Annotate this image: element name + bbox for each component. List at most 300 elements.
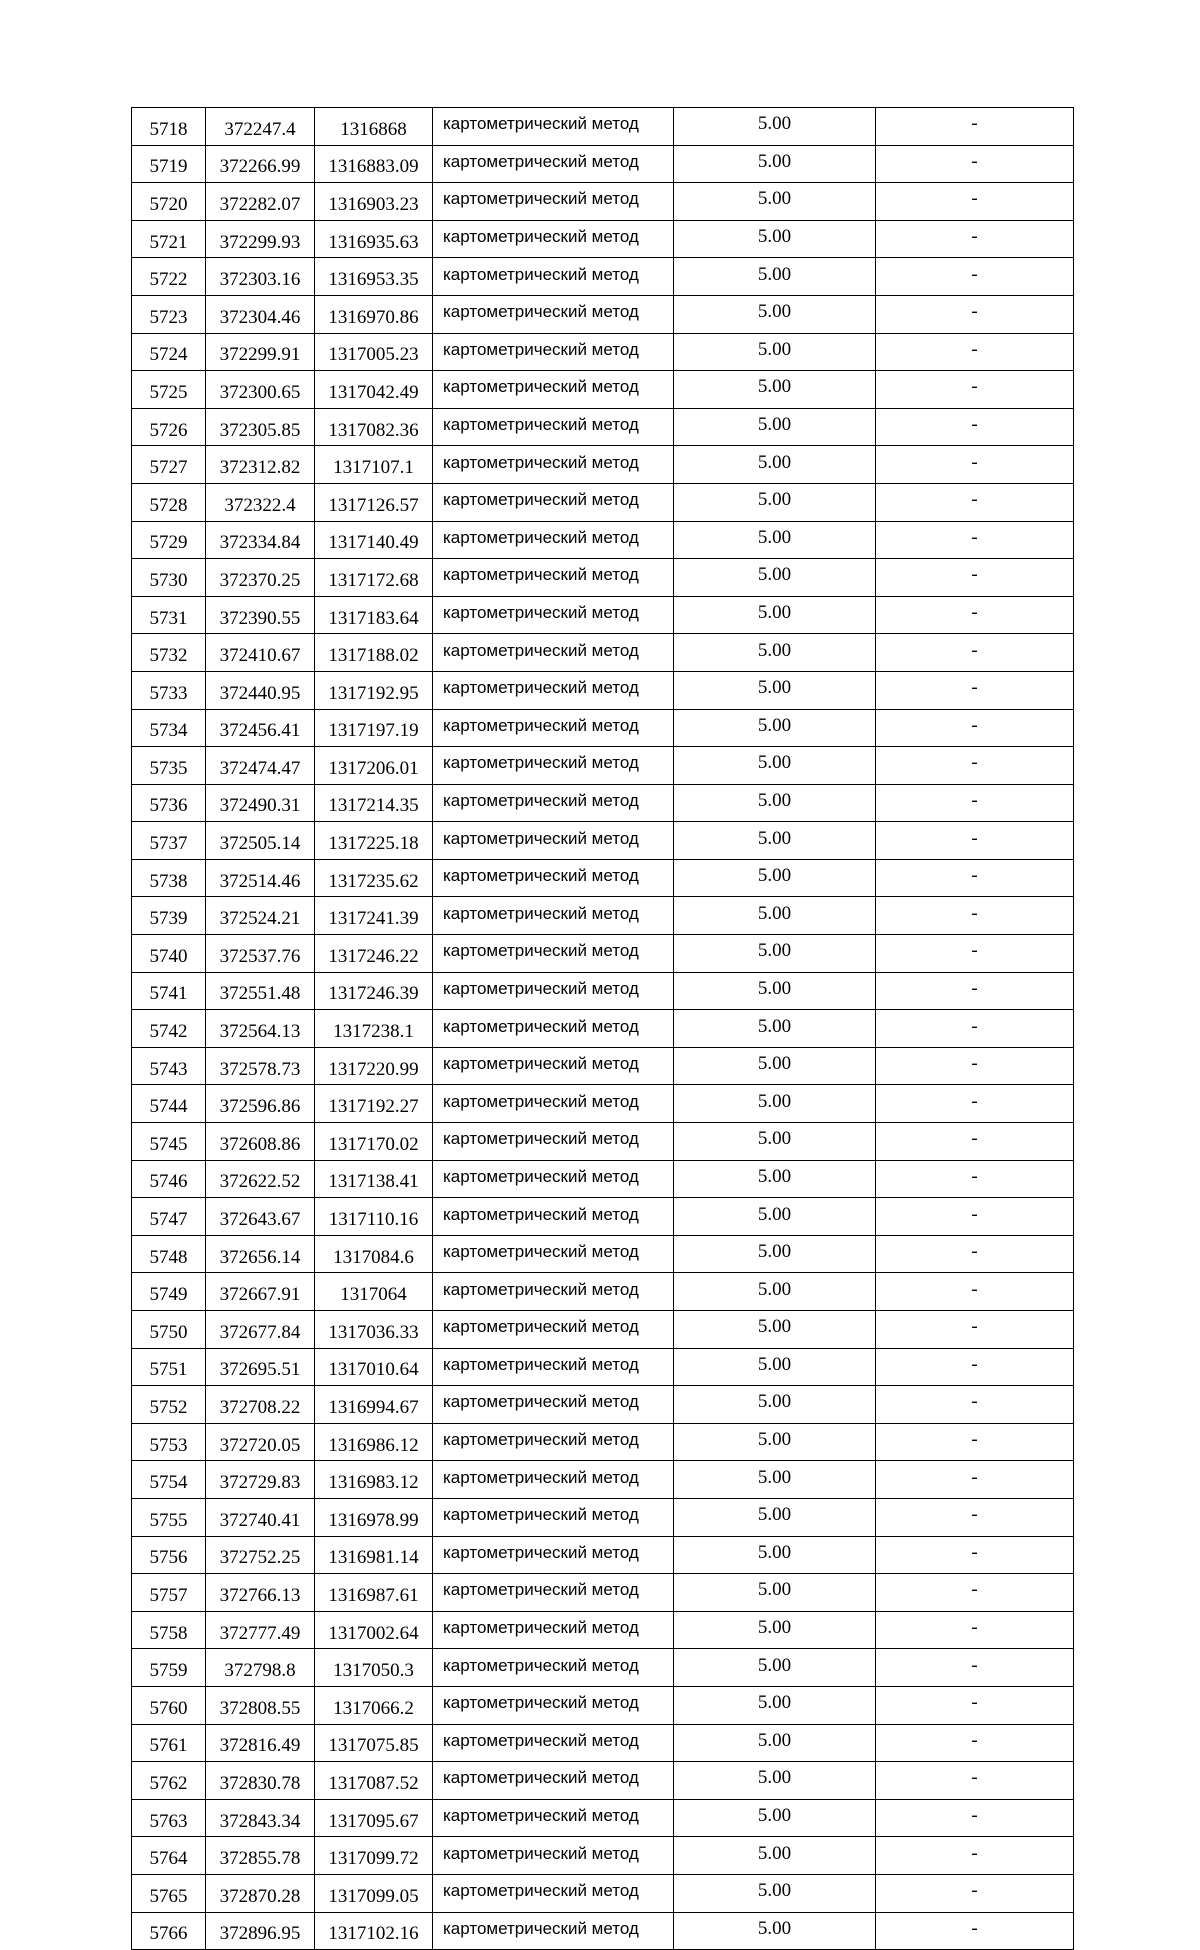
x-coordinate-cell: 372608.86 <box>206 1123 315 1161</box>
note-cell: - <box>876 559 1074 597</box>
y-coordinate-cell: 1317188.02 <box>315 634 433 672</box>
y-coordinate-cell: 1317010.64 <box>315 1348 433 1386</box>
method-cell: картометрический метод <box>433 897 674 935</box>
point-number-cell: 5762 <box>132 1762 206 1800</box>
table-row <box>132 371 1074 409</box>
point-number-cell: 5742 <box>132 1010 206 1048</box>
x-coordinate-cell: 372514.46 <box>206 859 315 897</box>
note-cell: - <box>876 1799 1074 1837</box>
table-row <box>132 1762 1074 1800</box>
y-coordinate-cell: 1317138.41 <box>315 1160 433 1198</box>
y-coordinate-cell: 1317192.27 <box>315 1085 433 1123</box>
table-row <box>132 108 1074 146</box>
y-coordinate-cell: 1317087.52 <box>315 1762 433 1800</box>
x-coordinate-cell: 372695.51 <box>206 1348 315 1386</box>
accuracy-cell: 5.00 <box>674 1498 876 1536</box>
x-coordinate-cell: 372622.52 <box>206 1160 315 1198</box>
method-cell: картометрический метод <box>433 935 674 973</box>
accuracy-cell: 5.00 <box>674 784 876 822</box>
point-number-cell: 5743 <box>132 1047 206 1085</box>
point-number-cell: 5731 <box>132 596 206 634</box>
point-number-cell: 5745 <box>132 1123 206 1161</box>
note-cell: - <box>876 183 1074 221</box>
point-number-cell: 5719 <box>132 145 206 183</box>
y-coordinate-cell: 1317197.19 <box>315 709 433 747</box>
y-coordinate-cell: 1317099.05 <box>315 1874 433 1912</box>
y-coordinate-cell: 1317075.85 <box>315 1724 433 1762</box>
table-row <box>132 258 1074 296</box>
accuracy-cell: 5.00 <box>674 1536 876 1574</box>
table-row <box>132 1010 1074 1048</box>
y-coordinate-cell: 1317183.64 <box>315 596 433 634</box>
point-number-cell: 5750 <box>132 1311 206 1349</box>
accuracy-cell: 5.00 <box>674 1574 876 1612</box>
method-cell: картометрический метод <box>433 1085 674 1123</box>
x-coordinate-cell: 372816.49 <box>206 1724 315 1762</box>
y-coordinate-cell: 1317214.35 <box>315 784 433 822</box>
method-cell: картометрический метод <box>433 559 674 597</box>
table-row <box>132 1386 1074 1424</box>
method-cell: картометрический метод <box>433 972 674 1010</box>
accuracy-cell: 5.00 <box>674 1010 876 1048</box>
point-number-cell: 5738 <box>132 859 206 897</box>
note-cell: - <box>876 1498 1074 1536</box>
accuracy-cell: 5.00 <box>674 897 876 935</box>
y-coordinate-cell: 1317084.6 <box>315 1235 433 1273</box>
point-number-cell: 5722 <box>132 258 206 296</box>
accuracy-cell: 5.00 <box>674 1085 876 1123</box>
note-cell: - <box>876 483 1074 521</box>
x-coordinate-cell: 372667.91 <box>206 1273 315 1311</box>
accuracy-cell: 5.00 <box>674 972 876 1010</box>
method-cell: картометрический метод <box>433 822 674 860</box>
table-row <box>132 709 1074 747</box>
method-cell: картометрический метод <box>433 1536 674 1574</box>
x-coordinate-cell: 372830.78 <box>206 1762 315 1800</box>
method-cell: картометрический метод <box>433 333 674 371</box>
point-number-cell: 5740 <box>132 935 206 973</box>
note-cell: - <box>876 822 1074 860</box>
accuracy-cell: 5.00 <box>674 1649 876 1687</box>
method-cell: картометрический метод <box>433 1235 674 1273</box>
x-coordinate-cell: 372766.13 <box>206 1574 315 1612</box>
x-coordinate-cell: 372720.05 <box>206 1423 315 1461</box>
table-row <box>132 1235 1074 1273</box>
note-cell: - <box>876 1311 1074 1349</box>
table-row <box>132 521 1074 559</box>
note-cell: - <box>876 1649 1074 1687</box>
note-cell: - <box>876 1010 1074 1048</box>
method-cell: картометрический метод <box>433 1724 674 1762</box>
y-coordinate-cell: 1317099.72 <box>315 1837 433 1875</box>
table-row <box>132 183 1074 221</box>
accuracy-cell: 5.00 <box>674 1762 876 1800</box>
point-number-cell: 5758 <box>132 1611 206 1649</box>
x-coordinate-cell: 372410.67 <box>206 634 315 672</box>
x-coordinate-cell: 372299.93 <box>206 220 315 258</box>
x-coordinate-cell: 372870.28 <box>206 1874 315 1912</box>
table-row <box>132 1536 1074 1574</box>
y-coordinate-cell: 1316987.61 <box>315 1574 433 1612</box>
accuracy-cell: 5.00 <box>674 1724 876 1762</box>
accuracy-cell: 5.00 <box>674 446 876 484</box>
note-cell: - <box>876 747 1074 785</box>
note-cell: - <box>876 1574 1074 1612</box>
point-number-cell: 5754 <box>132 1461 206 1499</box>
point-number-cell: 5733 <box>132 671 206 709</box>
y-coordinate-cell: 1317241.39 <box>315 897 433 935</box>
x-coordinate-cell: 372456.41 <box>206 709 315 747</box>
y-coordinate-cell: 1317050.3 <box>315 1649 433 1687</box>
note-cell: - <box>876 1047 1074 1085</box>
accuracy-cell: 5.00 <box>674 822 876 860</box>
method-cell: картометрический метод <box>433 446 674 484</box>
point-number-cell: 5751 <box>132 1348 206 1386</box>
table-row <box>132 1461 1074 1499</box>
method-cell: картометрический метод <box>433 1273 674 1311</box>
note-cell: - <box>876 145 1074 183</box>
x-coordinate-cell: 372537.76 <box>206 935 315 973</box>
x-coordinate-cell: 372551.48 <box>206 972 315 1010</box>
accuracy-cell: 5.00 <box>674 1311 876 1349</box>
point-number-cell: 5766 <box>132 1912 206 1950</box>
table-row <box>132 935 1074 973</box>
method-cell: картометрический метод <box>433 596 674 634</box>
x-coordinate-cell: 372390.55 <box>206 596 315 634</box>
y-coordinate-cell: 1317206.01 <box>315 747 433 785</box>
method-cell: картометрический метод <box>433 1047 674 1085</box>
method-cell: картометрический метод <box>433 859 674 897</box>
y-coordinate-cell: 1317192.95 <box>315 671 433 709</box>
accuracy-cell: 5.00 <box>674 747 876 785</box>
method-cell: картометрический метод <box>433 1386 674 1424</box>
method-cell: картометрический метод <box>433 295 674 333</box>
y-coordinate-cell: 1317002.64 <box>315 1611 433 1649</box>
y-coordinate-cell: 1317110.16 <box>315 1198 433 1236</box>
note-cell: - <box>876 1536 1074 1574</box>
y-coordinate-cell: 1317082.36 <box>315 408 433 446</box>
note-cell: - <box>876 258 1074 296</box>
x-coordinate-cell: 372596.86 <box>206 1085 315 1123</box>
x-coordinate-cell: 372777.49 <box>206 1611 315 1649</box>
accuracy-cell: 5.00 <box>674 1123 876 1161</box>
table-row <box>132 1912 1074 1950</box>
accuracy-cell: 5.00 <box>674 634 876 672</box>
table-row <box>132 1273 1074 1311</box>
point-number-cell: 5723 <box>132 295 206 333</box>
table-row <box>132 1686 1074 1724</box>
note-cell: - <box>876 1160 1074 1198</box>
table-row <box>132 1423 1074 1461</box>
method-cell: картометрический метод <box>433 1461 674 1499</box>
x-coordinate-cell: 372798.8 <box>206 1649 315 1687</box>
table-row <box>132 559 1074 597</box>
method-cell: картометрический метод <box>433 108 674 146</box>
point-number-cell: 5749 <box>132 1273 206 1311</box>
table-row <box>132 596 1074 634</box>
point-number-cell: 5724 <box>132 333 206 371</box>
accuracy-cell: 5.00 <box>674 1235 876 1273</box>
table-row <box>132 1799 1074 1837</box>
table-row <box>132 1724 1074 1762</box>
accuracy-cell: 5.00 <box>674 935 876 973</box>
y-coordinate-cell: 1317036.33 <box>315 1311 433 1349</box>
y-coordinate-cell: 1317126.57 <box>315 483 433 521</box>
note-cell: - <box>876 1198 1074 1236</box>
note-cell: - <box>876 1348 1074 1386</box>
method-cell: картометрический метод <box>433 1498 674 1536</box>
note-cell: - <box>876 220 1074 258</box>
accuracy-cell: 5.00 <box>674 183 876 221</box>
note-cell: - <box>876 1461 1074 1499</box>
table-row <box>132 897 1074 935</box>
y-coordinate-cell: 1317246.39 <box>315 972 433 1010</box>
note-cell: - <box>876 1724 1074 1762</box>
table-row <box>132 822 1074 860</box>
x-coordinate-cell: 372370.25 <box>206 559 315 597</box>
table-row <box>132 1123 1074 1161</box>
accuracy-cell: 5.00 <box>674 559 876 597</box>
y-coordinate-cell: 1317107.1 <box>315 446 433 484</box>
method-cell: картометрический метод <box>433 1574 674 1612</box>
note-cell: - <box>876 784 1074 822</box>
table-row <box>132 1874 1074 1912</box>
point-number-cell: 5764 <box>132 1837 206 1875</box>
y-coordinate-cell: 1316994.67 <box>315 1386 433 1424</box>
method-cell: картометрический метод <box>433 521 674 559</box>
accuracy-cell: 5.00 <box>674 1837 876 1875</box>
method-cell: картометрический метод <box>433 145 674 183</box>
y-coordinate-cell: 1317170.02 <box>315 1123 433 1161</box>
method-cell: картометрический метод <box>433 371 674 409</box>
coordinates-table-body <box>132 108 1074 1950</box>
method-cell: картометрический метод <box>433 784 674 822</box>
y-coordinate-cell: 1317066.2 <box>315 1686 433 1724</box>
accuracy-cell: 5.00 <box>674 1874 876 1912</box>
method-cell: картометрический метод <box>433 1348 674 1386</box>
accuracy-cell: 5.00 <box>674 295 876 333</box>
accuracy-cell: 5.00 <box>674 671 876 709</box>
y-coordinate-cell: 1317102.16 <box>315 1912 433 1950</box>
note-cell: - <box>876 1762 1074 1800</box>
note-cell: - <box>876 1235 1074 1273</box>
point-number-cell: 5718 <box>132 108 206 146</box>
coordinates-table <box>131 107 1074 1950</box>
note-cell: - <box>876 295 1074 333</box>
x-coordinate-cell: 372505.14 <box>206 822 315 860</box>
note-cell: - <box>876 1123 1074 1161</box>
note-cell: - <box>876 1837 1074 1875</box>
accuracy-cell: 5.00 <box>674 1461 876 1499</box>
x-coordinate-cell: 372740.41 <box>206 1498 315 1536</box>
point-number-cell: 5732 <box>132 634 206 672</box>
point-number-cell: 5744 <box>132 1085 206 1123</box>
point-number-cell: 5755 <box>132 1498 206 1536</box>
note-cell: - <box>876 333 1074 371</box>
x-coordinate-cell: 372677.84 <box>206 1311 315 1349</box>
method-cell: картометрический метод <box>433 220 674 258</box>
note-cell: - <box>876 859 1074 897</box>
accuracy-cell: 5.00 <box>674 521 876 559</box>
note-cell: - <box>876 596 1074 634</box>
point-number-cell: 5763 <box>132 1799 206 1837</box>
accuracy-cell: 5.00 <box>674 596 876 634</box>
x-coordinate-cell: 372304.46 <box>206 295 315 333</box>
y-coordinate-cell: 1317064 <box>315 1273 433 1311</box>
table-row <box>132 295 1074 333</box>
method-cell: картометрический метод <box>433 1649 674 1687</box>
x-coordinate-cell: 372322.4 <box>206 483 315 521</box>
note-cell: - <box>876 108 1074 146</box>
table-row <box>132 408 1074 446</box>
y-coordinate-cell: 1317042.49 <box>315 371 433 409</box>
note-cell: - <box>876 1386 1074 1424</box>
table-row <box>132 483 1074 521</box>
x-coordinate-cell: 372282.07 <box>206 183 315 221</box>
method-cell: картометрический метод <box>433 1160 674 1198</box>
note-cell: - <box>876 1686 1074 1724</box>
note-cell: - <box>876 1085 1074 1123</box>
point-number-cell: 5747 <box>132 1198 206 1236</box>
table-row <box>132 747 1074 785</box>
point-number-cell: 5759 <box>132 1649 206 1687</box>
method-cell: картометрический метод <box>433 1611 674 1649</box>
accuracy-cell: 5.00 <box>674 1348 876 1386</box>
method-cell: картометрический метод <box>433 671 674 709</box>
method-cell: картометрический метод <box>433 1198 674 1236</box>
table-row <box>132 1649 1074 1687</box>
x-coordinate-cell: 372299.91 <box>206 333 315 371</box>
table-row <box>132 972 1074 1010</box>
y-coordinate-cell: 1317005.23 <box>315 333 433 371</box>
y-coordinate-cell: 1316935.63 <box>315 220 433 258</box>
method-cell: картометрический метод <box>433 1912 674 1950</box>
x-coordinate-cell: 372440.95 <box>206 671 315 709</box>
y-coordinate-cell: 1316903.23 <box>315 183 433 221</box>
y-coordinate-cell: 1316868 <box>315 108 433 146</box>
note-cell: - <box>876 1912 1074 1950</box>
x-coordinate-cell: 372334.84 <box>206 521 315 559</box>
table-row <box>132 145 1074 183</box>
y-coordinate-cell: 1316981.14 <box>315 1536 433 1574</box>
method-cell: картометрический метод <box>433 183 674 221</box>
note-cell: - <box>876 897 1074 935</box>
note-cell: - <box>876 671 1074 709</box>
accuracy-cell: 5.00 <box>674 1423 876 1461</box>
note-cell: - <box>876 634 1074 672</box>
note-cell: - <box>876 446 1074 484</box>
method-cell: картометрический метод <box>433 1874 674 1912</box>
y-coordinate-cell: 1317235.62 <box>315 859 433 897</box>
method-cell: картометрический метод <box>433 408 674 446</box>
table-row <box>132 671 1074 709</box>
point-number-cell: 5725 <box>132 371 206 409</box>
note-cell: - <box>876 408 1074 446</box>
point-number-cell: 5737 <box>132 822 206 860</box>
accuracy-cell: 5.00 <box>674 1273 876 1311</box>
note-cell: - <box>876 521 1074 559</box>
accuracy-cell: 5.00 <box>674 1386 876 1424</box>
note-cell: - <box>876 371 1074 409</box>
y-coordinate-cell: 1316970.86 <box>315 295 433 333</box>
point-number-cell: 5729 <box>132 521 206 559</box>
note-cell: - <box>876 1423 1074 1461</box>
table-row <box>132 1611 1074 1649</box>
y-coordinate-cell: 1317095.67 <box>315 1799 433 1837</box>
point-number-cell: 5734 <box>132 709 206 747</box>
y-coordinate-cell: 1317140.49 <box>315 521 433 559</box>
method-cell: картометрический метод <box>433 258 674 296</box>
point-number-cell: 5735 <box>132 747 206 785</box>
table-row <box>132 1198 1074 1236</box>
x-coordinate-cell: 372896.95 <box>206 1912 315 1950</box>
point-number-cell: 5752 <box>132 1386 206 1424</box>
method-cell: картометрический метод <box>433 1799 674 1837</box>
x-coordinate-cell: 372708.22 <box>206 1386 315 1424</box>
method-cell: картометрический метод <box>433 1837 674 1875</box>
accuracy-cell: 5.00 <box>674 408 876 446</box>
y-coordinate-cell: 1316883.09 <box>315 145 433 183</box>
accuracy-cell: 5.00 <box>674 371 876 409</box>
note-cell: - <box>876 1874 1074 1912</box>
point-number-cell: 5728 <box>132 483 206 521</box>
table-row <box>132 1160 1074 1198</box>
x-coordinate-cell: 372300.65 <box>206 371 315 409</box>
x-coordinate-cell: 372247.4 <box>206 108 315 146</box>
point-number-cell: 5757 <box>132 1574 206 1612</box>
accuracy-cell: 5.00 <box>674 145 876 183</box>
point-number-cell: 5727 <box>132 446 206 484</box>
point-number-cell: 5760 <box>132 1686 206 1724</box>
accuracy-cell: 5.00 <box>674 1912 876 1950</box>
table-row <box>132 859 1074 897</box>
note-cell: - <box>876 1273 1074 1311</box>
table-row <box>132 1047 1074 1085</box>
x-coordinate-cell: 372266.99 <box>206 145 315 183</box>
x-coordinate-cell: 372643.67 <box>206 1198 315 1236</box>
accuracy-cell: 5.00 <box>674 333 876 371</box>
method-cell: картометрический метод <box>433 709 674 747</box>
note-cell: - <box>876 935 1074 973</box>
accuracy-cell: 5.00 <box>674 483 876 521</box>
x-coordinate-cell: 372855.78 <box>206 1837 315 1875</box>
y-coordinate-cell: 1317238.1 <box>315 1010 433 1048</box>
point-number-cell: 5756 <box>132 1536 206 1574</box>
table-row <box>132 220 1074 258</box>
table-row <box>132 1837 1074 1875</box>
accuracy-cell: 5.00 <box>674 1047 876 1085</box>
note-cell: - <box>876 709 1074 747</box>
accuracy-cell: 5.00 <box>674 220 876 258</box>
x-coordinate-cell: 372656.14 <box>206 1235 315 1273</box>
accuracy-cell: 5.00 <box>674 1799 876 1837</box>
x-coordinate-cell: 372303.16 <box>206 258 315 296</box>
point-number-cell: 5736 <box>132 784 206 822</box>
method-cell: картометрический метод <box>433 634 674 672</box>
point-number-cell: 5761 <box>132 1724 206 1762</box>
table-row <box>132 634 1074 672</box>
y-coordinate-cell: 1317225.18 <box>315 822 433 860</box>
y-coordinate-cell: 1316983.12 <box>315 1461 433 1499</box>
table-row <box>132 784 1074 822</box>
point-number-cell: 5746 <box>132 1160 206 1198</box>
y-coordinate-cell: 1317172.68 <box>315 559 433 597</box>
point-number-cell: 5730 <box>132 559 206 597</box>
x-coordinate-cell: 372474.47 <box>206 747 315 785</box>
y-coordinate-cell: 1316986.12 <box>315 1423 433 1461</box>
method-cell: картометрический метод <box>433 747 674 785</box>
table-row <box>132 1498 1074 1536</box>
